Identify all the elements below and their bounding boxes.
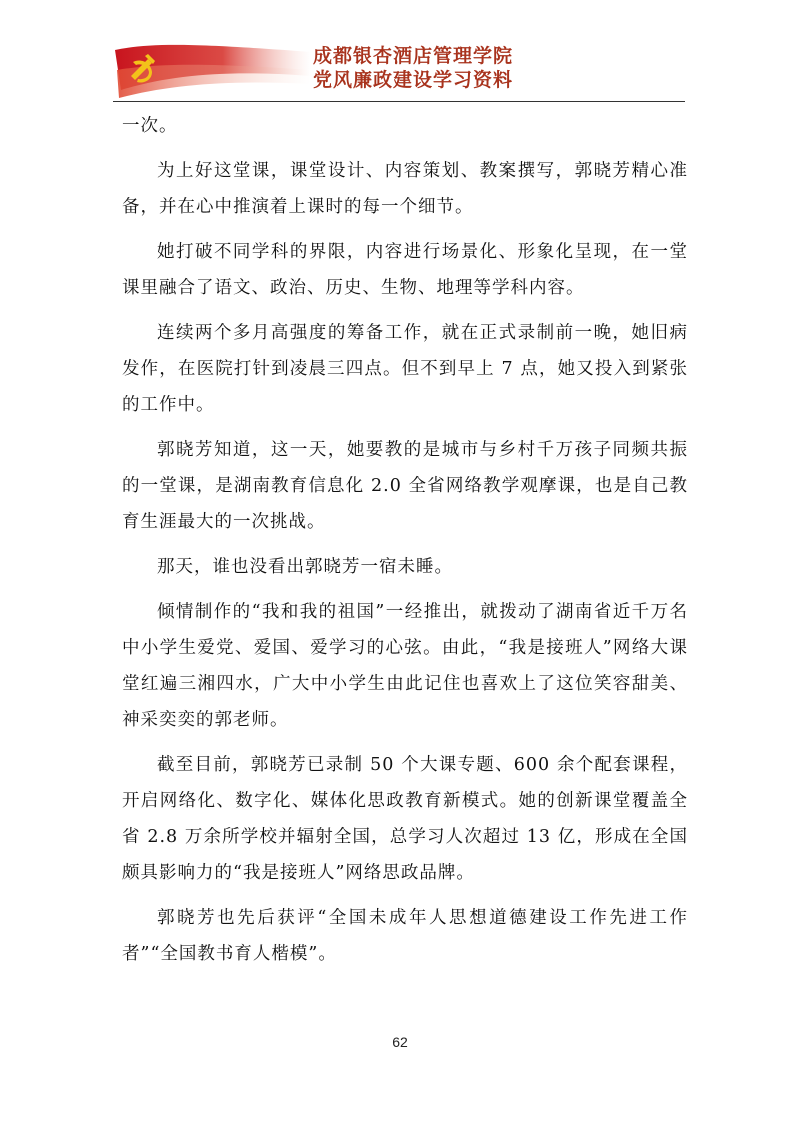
paragraph: 为上好这堂课，课堂设计、内容策划、教案撰写，郭晓芳精心准备，并在心中推演着上课时的每一个细节。 [122,161,688,217]
paragraph: 连续两个多月高强度的筹备工作，就在正式录制前一晚，她旧病发作，在医院打针到凌晨三四点。但不到早上 7 点，她又投入到紧张的工作中。 [122,323,688,415]
paragraph: 郭晓芳知道，这一天，她要教的是城市与乡村千万孩子同频共振的一堂课，是湖南教育信息化 2.0 全省网络教学观摩课，也是自己教育生涯最大的一次挑战。 [122,440,688,532]
paragraph: 截至目前，郭晓芳已录制 50 个大课专题、600 余个配套课程，开启网络化、数字化、媒体化思政教育新模式。她的创新课堂覆盖全省 2.8 万余所学校并辐射全国，总学习人次超过 13 亿，形成在全国颇具影响力的“我是接班人”网络思政品牌。 [122,755,688,883]
header-title-line1: 成都银杏酒店管理学院 [313,45,514,67]
header-title [313,44,513,92]
party-flag-emblem-icon [113,40,313,102]
paragraph: 一次。 [122,116,178,136]
header-title-line2: 党风廉政建设学习资料 [313,69,514,91]
paragraph: 那天，谁也没看出郭晓芳一宿未睡。 [157,557,453,577]
page-number: 62 [392,1034,408,1050]
paragraph: 倾情制作的“我和我的祖国”一经推出，就拨动了湖南省近千万名中小学生爱党、爱国、爱学习的心弦。由此，“我是接班人”网络大课堂红遍三湘四水，广大中小学生由此记住也喜欢上了这位笑容甜美、神采奕奕的郭老师。 [122,602,688,730]
document-body [122,108,688,972]
page-header [113,40,685,102]
paragraph: 郭晓芳也先后获评“全国未成年人思想道德建设工作先进工作者”“全国教书育人楷模”。 [122,908,688,964]
header-divider [113,101,685,102]
paragraph: 她打破不同学科的界限，内容进行场景化、形象化呈现，在一堂课里融合了语文、政治、历史、生物、地理等学科内容。 [122,242,688,298]
